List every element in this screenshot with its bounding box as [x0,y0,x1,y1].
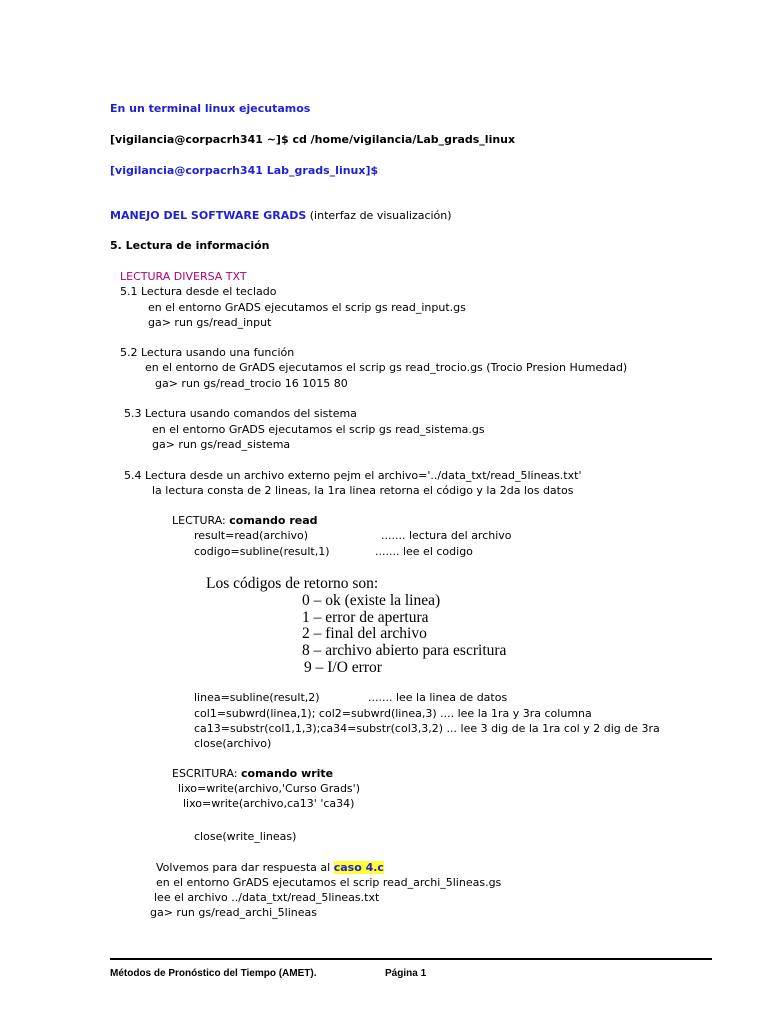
footer-page: Página 1 [385,968,427,979]
s52-cmd: ga> run gs/read_trocio 16 1015 80 [155,377,348,390]
volvemos-line3: lee el archivo ../data_txt/read_5lineas.txt [154,891,380,904]
return-code-8: 8 – archivo abierto para escritura [302,642,507,659]
return-code-9: 9 – I/O error [304,659,382,676]
volvemos-line4: ga> run gs/read_archi_5lineas [150,906,318,919]
lectura-label-line [172,514,318,528]
escritura-label: ESCRITURA: [172,767,238,780]
footer-left: Métodos de Pronóstico del Tiempo (AMET). [110,968,317,979]
datos-line1-comment: ....... lee la linea de datos [368,691,508,704]
datos-line4: close(archivo) [194,737,272,750]
s54-title: 5.4 Lectura desde un archivo externo pejm el archivo='../data_txt/read_5lineas.txt' [124,469,582,482]
volvemos-line1 [156,861,384,875]
datos-line2: col1=subwrd(linea,1); col2=subwrd(linea,3) .... lee la 1ra y 3ra columna [194,707,592,720]
footer-rule [110,958,712,960]
s53-cmd: ga> run gs/read_sistema [152,438,291,451]
lectura-label: LECTURA: [172,514,226,527]
manejo-title: MANEJO DEL SOFTWARE GRADS [110,209,307,222]
return-code-1: 1 – error de apertura [302,609,429,626]
escritura-line3: close(write_lineas) [194,830,297,843]
return-code-0: 0 – ok (existe la linea) [302,592,441,609]
intro-line-2: [vigilancia@corpacrh341 ~]$ cd /home/vigilancia/Lab_grads_linux [110,133,516,146]
section5-title: 5. Lectura de información [110,239,270,252]
s51-title: 5.1 Lectura desde el teclado [120,285,277,298]
s52-desc: en el entorno de GrADS ejecutamos el scrip gs read_trocio.gs (Trocio Presion Humedad) [145,361,628,374]
volvemos-line2: en el entorno GrADS ejecutamos el scrip read_archi_5lineas.gs [156,876,502,889]
lectura-line1-code: result=read(archivo) [194,529,309,542]
manejo-heading [110,209,452,223]
s51-desc: en el entorno GrADS ejecutamos el scrip gs read_input.gs [148,301,466,314]
datos-line1-code: linea=subline(result,2) [194,691,320,704]
s52-title: 5.2 Lectura usando una función [120,346,295,359]
return-codes-title: Los códigos de retorno son: [206,575,379,592]
return-code-2: 2 – final del archivo [302,625,427,642]
intro-line-1: En un terminal linux ejecutamos [110,102,311,115]
s51-cmd: ga> run gs/read_input [148,316,272,329]
escritura-command: comando write [241,767,334,780]
escritura-line1: lixo=write(archivo,'Curso Grads') [178,782,360,795]
s53-title: 5.3 Lectura usando comandos del sistema [124,407,357,420]
lectura-line2-code: codigo=subline(result,1) [194,545,330,558]
manejo-suffix: (interfaz de visualización) [309,209,452,222]
escritura-label-line [172,767,333,781]
intro-line-3: [vigilancia@corpacrh341 Lab_grads_linux]$ [110,164,379,177]
lectura-line2-comment: ....... lee el codigo [375,545,473,558]
lectura-diversa-heading: LECTURA DIVERSA TXT [120,270,247,283]
datos-line3: ca13=substr(col1,1,3);ca34=substr(col3,3,2) ... lee 3 dig de la 1ra col y 2 dig de 3ra [194,722,660,735]
lectura-line1-comment: ....... lectura del archivo [381,529,512,542]
s54-desc: la lectura consta de 2 lineas, la 1ra linea retorna el código y la 2da los datos [152,484,574,497]
escritura-line2: lixo=write(archivo,ca13' 'ca34) [183,797,355,810]
lectura-command: comando read [229,514,318,527]
volvemos-prefix: Volvemos para dar respuesta al [156,861,331,874]
s53-desc: en el entorno GrADS ejecutamos el scrip gs read_sistema.gs [152,423,485,436]
caso-highlight: caso 4.c [333,861,384,874]
